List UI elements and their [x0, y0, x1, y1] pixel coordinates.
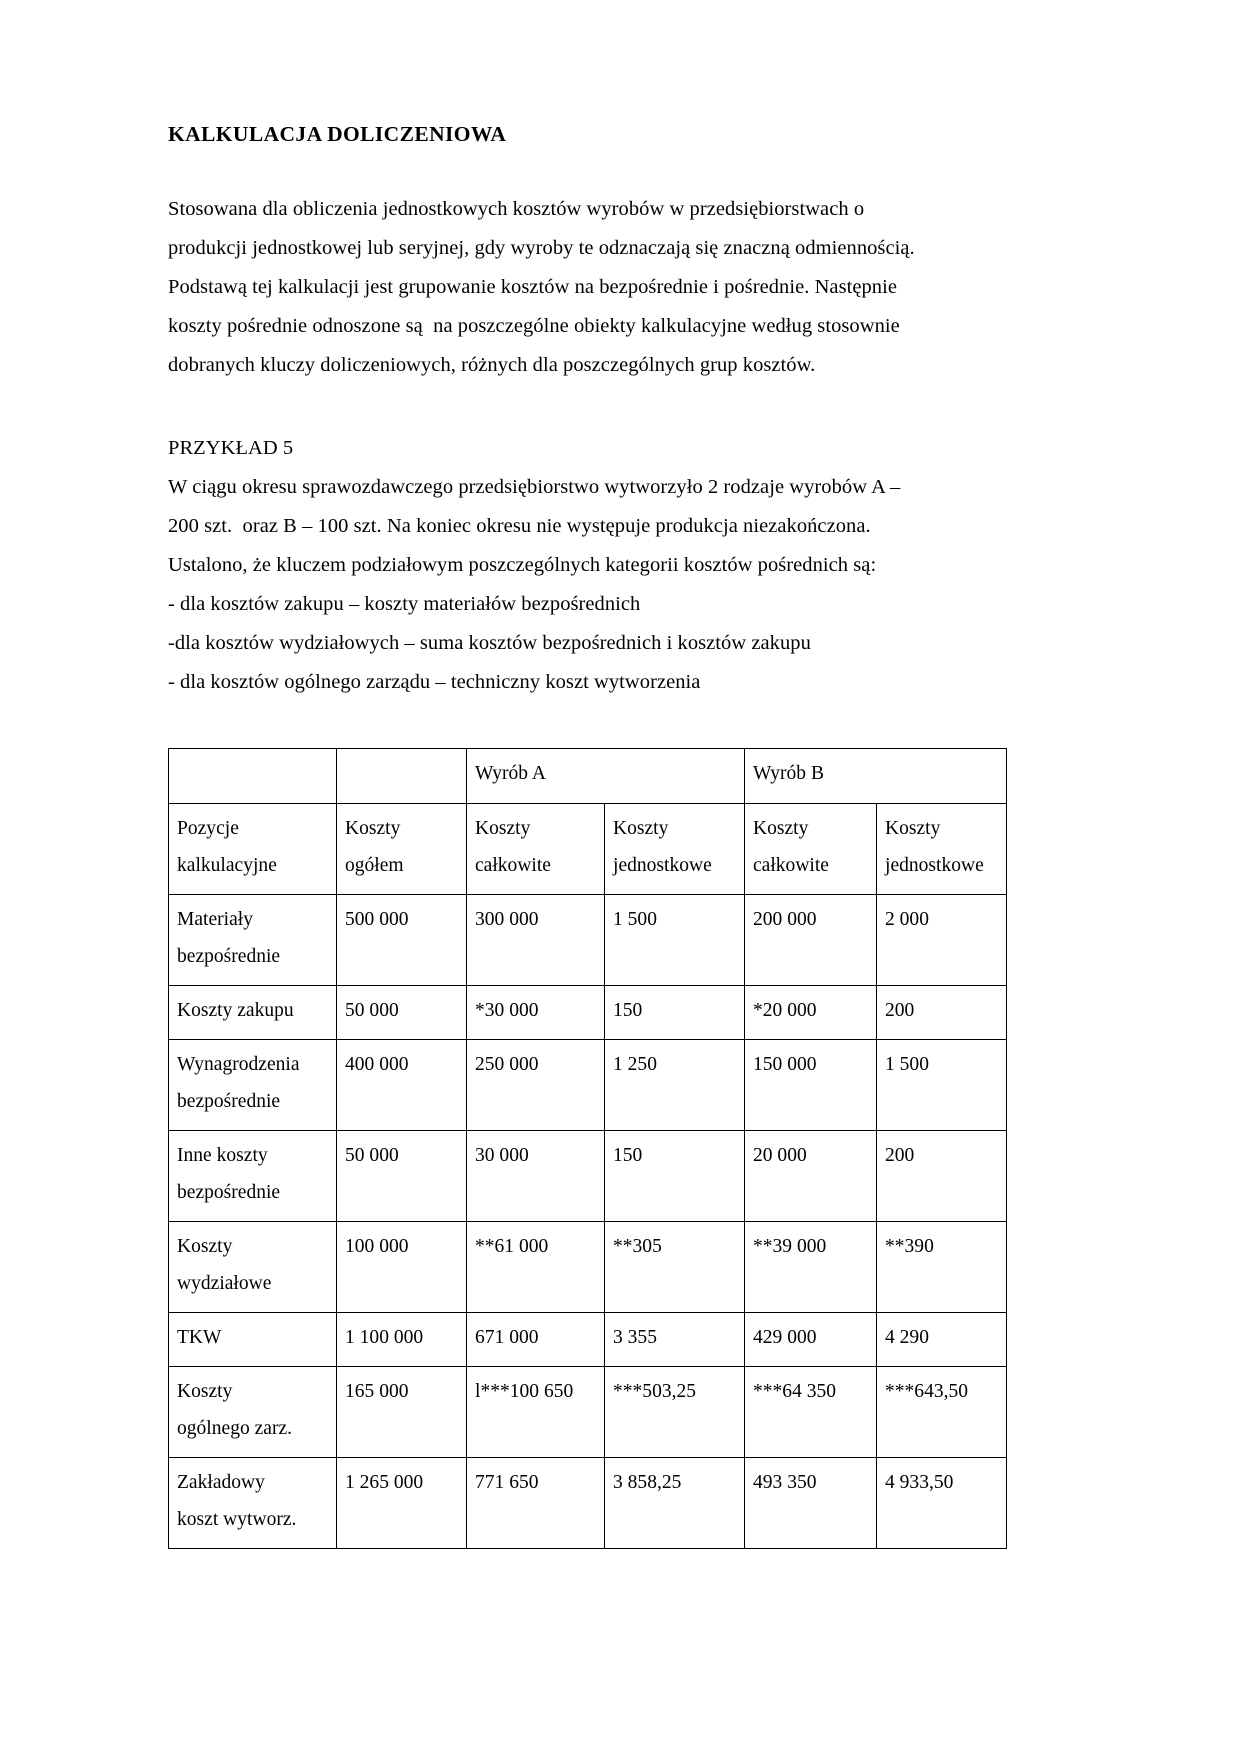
table-spacer	[168, 702, 1090, 748]
column-header-total	[337, 803, 467, 894]
table-row	[169, 1039, 1007, 1130]
table-row	[169, 985, 1007, 1039]
cell-b-unit: ***643,50	[877, 1366, 1007, 1457]
row-label-line2: bezpośrednie	[177, 1181, 281, 1203]
column-header-b-unit-line1: Koszty	[885, 817, 941, 839]
cell-a-unit: 3 858,25	[605, 1457, 745, 1548]
cell-b-full: **39 000	[745, 1221, 877, 1312]
row-label-line2: bezpośrednie	[177, 945, 281, 967]
example-line: - dla kosztów zakupu – koszty materiałów bezpośrednich	[168, 592, 641, 615]
table-row	[169, 1366, 1007, 1457]
column-header-a-unit-line2: jednostkowe	[613, 854, 712, 876]
example-line: -dla kosztów wydziałowych – suma kosztów bezpośrednich i kosztów zakupu	[168, 631, 811, 654]
cell-b-unit: **390	[877, 1221, 1007, 1312]
column-header-a-full	[467, 803, 605, 894]
cell-b-full: 200 000	[745, 894, 877, 985]
row-label-line1: Inne koszty	[177, 1144, 268, 1166]
cost-calculation-table	[168, 748, 1007, 1549]
cell-b-unit: 2 000	[877, 894, 1007, 985]
example-body	[168, 468, 1090, 702]
table-row	[169, 1130, 1007, 1221]
group-header-product-a: Wyrób A	[467, 748, 745, 803]
cell-b-unit: 200	[877, 1130, 1007, 1221]
cell-a-full: **61 000	[467, 1221, 605, 1312]
row-label-line2: koszt wytworz.	[177, 1508, 297, 1530]
cell-a-unit: 1 250	[605, 1039, 745, 1130]
column-header-positions-line1: Pozycje	[177, 817, 239, 839]
cell-b-unit: 200	[877, 985, 1007, 1039]
cell-b-full: 20 000	[745, 1130, 877, 1221]
cell-a-full: 300 000	[467, 894, 605, 985]
cell-total: 50 000	[337, 985, 467, 1039]
column-header-positions	[169, 803, 337, 894]
column-header-b-full	[745, 803, 877, 894]
example-line: - dla kosztów ogólnego zarządu – techniczny koszt wytworzenia	[168, 670, 701, 693]
table-row	[169, 1457, 1007, 1548]
row-label-line2: ogólnego zarz.	[177, 1417, 293, 1439]
intro-line: Stosowana dla obliczenia jednostkowych kosztów wyrobów w przedsiębiorstwach o	[168, 197, 865, 220]
row-label-line1: Koszty	[177, 1235, 233, 1257]
cell-total: 400 000	[337, 1039, 467, 1130]
row-label	[169, 1312, 337, 1366]
column-header-total-line2: ogółem	[345, 854, 404, 876]
row-label-line2: wydziałowe	[177, 1272, 272, 1294]
example-line: W ciągu okresu sprawozdawczego przedsiębiorstwo wytworzyło 2 rodzaje wyrobów A –	[168, 475, 901, 498]
example-line: 200 szt. oraz B – 100 szt. Na koniec okresu nie występuje produkcja niezakończona.	[168, 514, 871, 537]
intro-line: produkcji jednostkowej lub seryjnej, gdy wyroby te odznaczają się znaczną odmiennością.	[168, 236, 915, 259]
group-header-blank-1	[169, 748, 337, 803]
group-header-product-b: Wyrób B	[745, 748, 1007, 803]
cell-a-full: *30 000	[467, 985, 605, 1039]
row-label-line1: Koszty	[177, 1380, 233, 1402]
column-header-a-unit	[605, 803, 745, 894]
table-row	[169, 894, 1007, 985]
cell-b-full: 493 350	[745, 1457, 877, 1548]
column-header-b-unit	[877, 803, 1007, 894]
intro-paragraph	[168, 190, 1090, 385]
column-header-total-line1: Koszty	[345, 817, 401, 839]
table-row	[169, 1221, 1007, 1312]
cell-b-full: 150 000	[745, 1039, 877, 1130]
cell-b-full: ***64 350	[745, 1366, 877, 1457]
row-label	[169, 1221, 337, 1312]
cell-b-unit: 1 500	[877, 1039, 1007, 1130]
table-group-header-row	[169, 748, 1007, 803]
cell-b-unit: 4 933,50	[877, 1457, 1007, 1548]
row-label	[169, 1039, 337, 1130]
row-label-line1: Koszty zakupu	[177, 999, 294, 1021]
cell-a-unit: 150	[605, 985, 745, 1039]
cell-a-full: 250 000	[467, 1039, 605, 1130]
row-label-line1: Materiały	[177, 908, 253, 930]
row-label-line1: Zakładowy	[177, 1471, 265, 1493]
row-label-line2: bezpośrednie	[177, 1090, 281, 1112]
intro-paragraph-text	[168, 190, 1090, 385]
row-label	[169, 1130, 337, 1221]
row-label	[169, 1366, 337, 1457]
cell-a-full: 30 000	[467, 1130, 605, 1221]
intro-line: koszty pośrednie odnoszone są na poszczególne obiekty kalkulacyjne według stosownie	[168, 314, 900, 337]
example-line: Ustalono, że kluczem podziałowym poszczególnych kategorii kosztów pośrednich są:	[168, 553, 877, 576]
table-row	[169, 1312, 1007, 1366]
cell-a-unit: 3 355	[605, 1312, 745, 1366]
example-section	[168, 429, 1090, 702]
cell-b-unit: 4 290	[877, 1312, 1007, 1366]
example-heading: PRZYKŁAD 5	[168, 436, 294, 459]
column-header-b-full-line1: Koszty	[753, 817, 809, 839]
cell-total: 1 100 000	[337, 1312, 467, 1366]
column-header-positions-line2: kalkulacyjne	[177, 854, 277, 876]
group-header-blank-2	[337, 748, 467, 803]
cell-a-full: 771 650	[467, 1457, 605, 1548]
cell-a-unit: ***503,25	[605, 1366, 745, 1457]
cell-b-full: 429 000	[745, 1312, 877, 1366]
cell-total: 50 000	[337, 1130, 467, 1221]
cell-total: 1 265 000	[337, 1457, 467, 1548]
row-label	[169, 1457, 337, 1548]
row-label-line1: Wynagrodzenia	[177, 1053, 300, 1075]
cell-a-full: l***100 650	[467, 1366, 605, 1457]
column-header-a-full-line1: Koszty	[475, 817, 531, 839]
column-header-a-unit-line1: Koszty	[613, 817, 669, 839]
cell-total: 100 000	[337, 1221, 467, 1312]
column-header-b-full-line2: całkowite	[753, 854, 829, 876]
row-label	[169, 894, 337, 985]
row-label	[169, 985, 337, 1039]
cell-a-full: 671 000	[467, 1312, 605, 1366]
column-header-b-unit-line2: jednostkowe	[885, 854, 984, 876]
intro-line: Podstawą tej kalkulacji jest grupowanie kosztów na bezpośrednie i pośrednie. Następnie	[168, 275, 897, 298]
cell-a-unit: 1 500	[605, 894, 745, 985]
cell-b-full: *20 000	[745, 985, 877, 1039]
cell-a-unit: **305	[605, 1221, 745, 1312]
page-title: KALKULACJA DOLICZENIOWA	[168, 122, 507, 146]
table-column-header-row	[169, 803, 1007, 894]
intro-line: dobranych kluczy doliczeniowych, różnych dla poszczególnych grup kosztów.	[168, 353, 816, 376]
cell-total: 165 000	[337, 1366, 467, 1457]
cell-total: 500 000	[337, 894, 467, 985]
cell-a-unit: 150	[605, 1130, 745, 1221]
row-label-line1: TKW	[177, 1326, 222, 1348]
column-header-a-full-line2: całkowite	[475, 854, 551, 876]
